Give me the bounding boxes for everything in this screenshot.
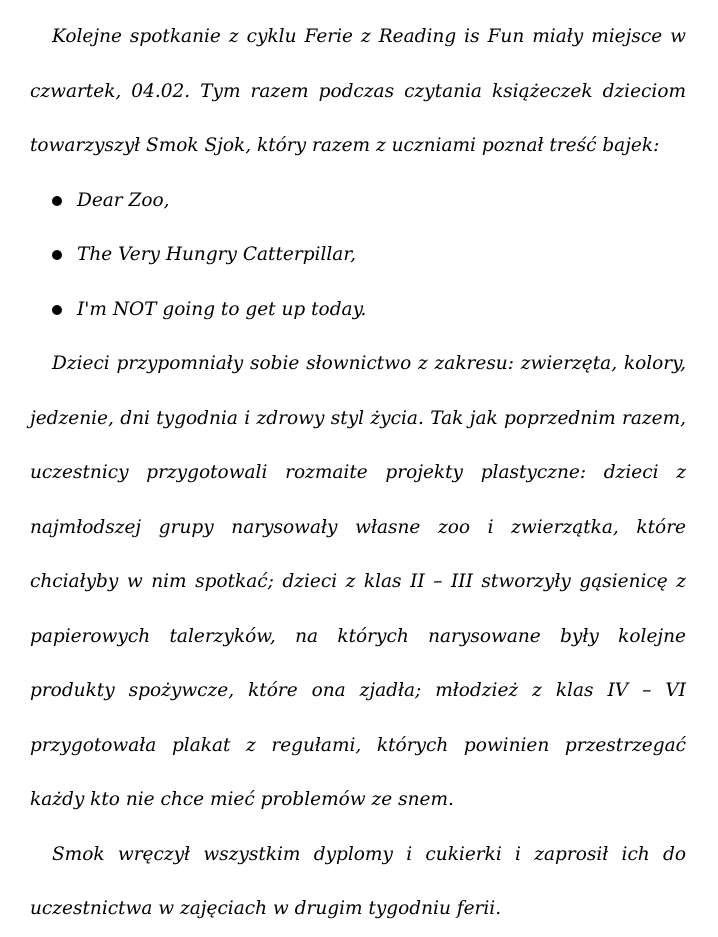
book-title: The Very Hungry Catterpillar, (77, 244, 357, 265)
intro-paragraph: Kolejne spotkanie z cyklu Ferie z Reading is Fun miały miejsce w czwartek, 04.02. Tym razem podczas czytania książeczek dzieciom towarzyszył Smok Sjok, który razem z uczniami poznał treść bajek: (30, 26, 686, 156)
article-body (30, 10, 686, 937)
list-item (30, 283, 686, 338)
closing-paragraph: Smok wręczył wszystkim dyplomy i cukierki i zaprosił ich do uczestnictwa w zajęciach w drugim tygodniu ferii. (30, 843, 686, 919)
book-list (30, 174, 686, 338)
bullet-icon (52, 196, 62, 206)
bullet-icon (52, 250, 62, 260)
list-item (30, 228, 686, 283)
book-title: I'm NOT going to get up today. (77, 298, 367, 320)
list-item (30, 174, 686, 229)
activities-paragraph: Dzieci przypomniały sobie słownictwo z zakresu: zwierzęta, kolory, jedzenie, dni tygodnia i zdrowy styl życia. Tak jak poprzednim razem, uczestnicy przygotowali rozmaite projekty plastyczne: dzieci z najmłodszej grupy narysowały własne zoo i zwierzątka, które chciałyby w nim spotkać; dzieci z klas II – III stworzyły gąsienicę z papierowych talerzyków, na których narysowane były kolejne produkty spożywcze, które ona zjadła; młodzież z klas IV – VI przygotowała plakat z regułami, których powinien przestrzegać każdy kto nie chce mieć problemów ze snem. (30, 353, 686, 810)
book-title: Dear Zoo, (77, 189, 170, 211)
bullet-icon (52, 305, 62, 315)
